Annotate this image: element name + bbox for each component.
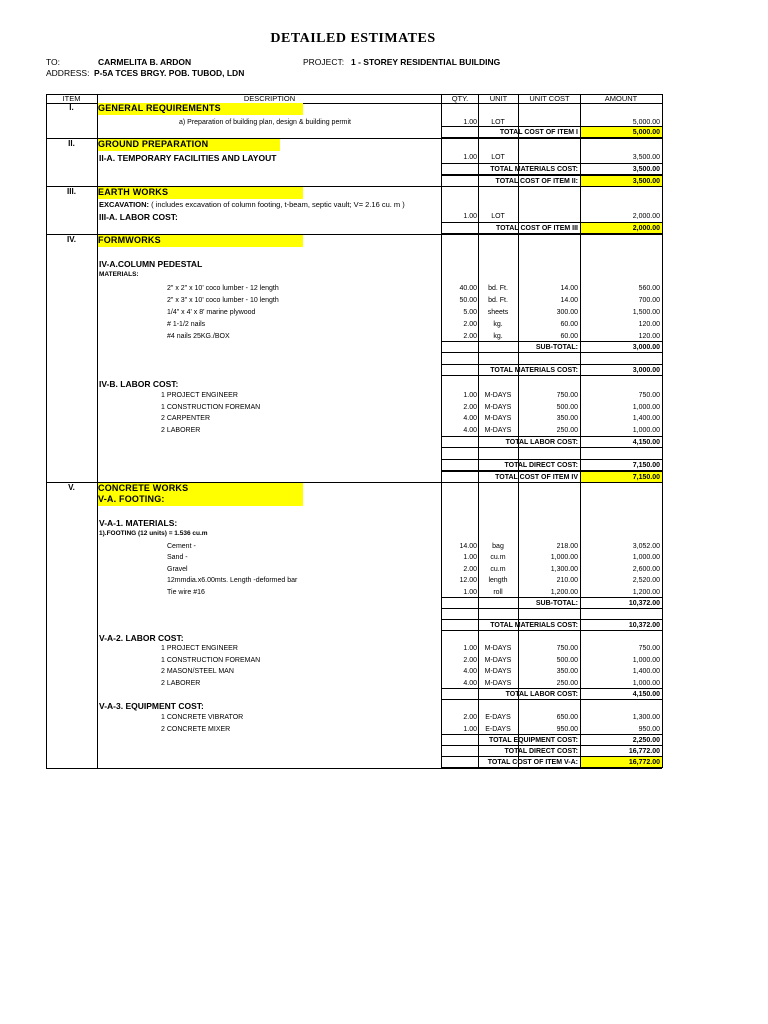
unit-cell: length — [488, 577, 508, 584]
amount-cell: 2,000.00 — [632, 225, 660, 232]
total-rule — [441, 163, 662, 164]
description: IV-B. LABOR COST: — [99, 379, 179, 389]
description: 2" x 3" x 10' coco lumber - 10 length — [167, 297, 279, 304]
total-label: TOTAL MATERIALS COST: — [490, 622, 578, 629]
total-label: TOTAL DIRECT COST: — [504, 748, 578, 755]
unit-cost-cell: 60.00 — [560, 321, 578, 328]
qty-cell: 2.00 — [463, 321, 477, 328]
amount-cell: 2,000.00 — [632, 213, 660, 220]
total-label: TOTAL COST OF ITEM I — [499, 129, 578, 136]
description: a) Preparation of building plan, design & building permit — [179, 119, 351, 126]
unit-cell: E-DAYS — [485, 714, 511, 721]
total-label: TOTAL COST OF ITEM IV — [495, 474, 578, 481]
description: EXCAVATION: ( includes excavation of column footing, t-beam, septic vault; V= 2.16 cu. m ) — [99, 200, 405, 209]
amount-cell: 1,400.00 — [632, 415, 660, 422]
unit-cell: sheets — [487, 309, 509, 316]
description: 1 PROJECT ENGINEER — [161, 645, 238, 652]
total-label: TOTAL COST OF ITEM V-A: — [487, 759, 578, 766]
amount-cell: 16,772.00 — [628, 748, 660, 755]
amount-cell: 1,200.00 — [632, 589, 660, 596]
qty-cell: 1.00 — [463, 213, 477, 220]
item-number: II. — [68, 139, 75, 148]
amount-cell: 700.00 — [638, 297, 660, 304]
qty-cell: 12.00 — [459, 577, 477, 584]
amount-cell: 2,520.00 — [632, 577, 660, 584]
total-rule — [441, 364, 662, 365]
description: 1).FOOTING (12 units) = 1.536 cu.m — [99, 530, 208, 537]
total-rule — [441, 608, 662, 609]
description: 1 CONSTRUCTION FOREMAN — [161, 404, 261, 411]
total-rule — [441, 375, 662, 376]
col-header-unit: UNIT — [489, 94, 508, 103]
total-label: TOTAL EQUIPMENT COST: — [488, 737, 578, 744]
qty-cell: 4.00 — [463, 415, 477, 422]
total-rule — [441, 137, 662, 138]
description: # 1-1/2 nails — [167, 321, 206, 328]
col-header-description: DESCRIPTION — [243, 94, 296, 103]
amount-cell: 560.00 — [638, 285, 660, 292]
unit-cost-cell: 750.00 — [556, 645, 578, 652]
total-rule — [441, 745, 662, 746]
qty-cell: 1.00 — [463, 726, 477, 733]
qty-cell: 14.00 — [459, 543, 477, 550]
amount-cell: 10,372.00 — [628, 622, 660, 629]
amount-cell: 1,500.00 — [632, 309, 660, 316]
description: 2 CONCRETE MIXER — [161, 726, 231, 733]
description: 2" x 2" x 10' coco lumber - 12 length — [167, 285, 279, 292]
amount-cell: 1,000.00 — [632, 680, 660, 687]
to-label: TO: — [46, 57, 61, 67]
amount-cell: 1,000.00 — [632, 657, 660, 664]
amount-cell: 4,150.00 — [632, 439, 660, 446]
unit-cost-cell: 500.00 — [556, 404, 578, 411]
description: III-A. LABOR COST: — [99, 212, 178, 222]
unit-cell: M-DAYS — [484, 645, 512, 652]
amount-cell: 5,000.00 — [632, 129, 660, 136]
total-rule — [441, 482, 662, 483]
amount-cell: 3,052.00 — [632, 543, 660, 550]
unit-cell: LOT — [491, 119, 505, 126]
amount-cell: 3,500.00 — [632, 166, 660, 173]
amount-cell: 750.00 — [638, 392, 660, 399]
unit-cost-cell: 350.00 — [556, 415, 578, 422]
qty-cell: 1.00 — [463, 645, 477, 652]
amount-cell: 1,400.00 — [632, 668, 660, 675]
item-number: III. — [67, 187, 76, 196]
table-border-bottom — [46, 768, 662, 769]
unit-cost-cell: 14.00 — [560, 297, 578, 304]
description: 1 PROJECT ENGINEER — [161, 392, 238, 399]
amount-cell: 7,150.00 — [632, 462, 660, 469]
description: 2 MASON/STEEL MAN — [161, 668, 234, 675]
amount-cell: 1,000.00 — [632, 427, 660, 434]
description: V-A-3. EQUIPMENT COST: — [99, 701, 204, 711]
qty-cell: 4.00 — [463, 427, 477, 434]
total-label: SUB-TOTAL: — [535, 344, 578, 351]
total-label: TOTAL MATERIALS COST: — [490, 166, 578, 173]
total-rule — [441, 459, 662, 460]
section-title: GENERAL REQUIREMENTS — [98, 103, 303, 115]
unit-cost-cell: 218.00 — [556, 543, 578, 550]
amount-cell: 10,372.00 — [628, 600, 660, 607]
amount-cell: 950.00 — [638, 726, 660, 733]
unit-cell: M-DAYS — [484, 415, 512, 422]
unit-cell: LOT — [491, 213, 505, 220]
amount-cell: 750.00 — [638, 645, 660, 652]
unit-cost-cell: 1,300.00 — [550, 566, 578, 573]
amount-cell: 1,000.00 — [632, 404, 660, 411]
total-rule — [441, 630, 662, 631]
total-rule — [441, 186, 662, 187]
unit-cost-cell: 1,200.00 — [550, 589, 578, 596]
qty-cell: 50.00 — [459, 297, 477, 304]
amount-cell: 120.00 — [638, 333, 660, 340]
unit-cost-cell: 300.00 — [556, 309, 578, 316]
col-rule — [662, 94, 663, 768]
qty-cell: 1.00 — [463, 554, 477, 561]
qty-cell: 5.00 — [463, 309, 477, 316]
amount-cell: 120.00 — [638, 321, 660, 328]
section-title: FORMWORKS — [98, 235, 303, 247]
total-rule — [441, 341, 662, 342]
total-rule — [441, 352, 662, 353]
qty-cell: 1.00 — [463, 589, 477, 596]
address-label: ADDRESS: — [46, 68, 90, 78]
description: 2 CARPENTER — [161, 415, 211, 422]
description: 2 LABORER — [161, 427, 201, 434]
unit-cell: kg. — [493, 321, 503, 328]
total-rule — [441, 619, 662, 620]
total-rule — [441, 233, 662, 234]
total-label: TOTAL LABOR COST: — [505, 691, 578, 698]
total-rule — [441, 767, 662, 768]
qty-cell: 2.00 — [463, 566, 477, 573]
unit-cell: kg. — [493, 333, 503, 340]
unit-cell: M-DAYS — [484, 657, 512, 664]
table-border-top — [46, 94, 662, 95]
total-label: SUB-TOTAL: — [535, 600, 578, 607]
unit-cell: M-DAYS — [484, 404, 512, 411]
item-number: IV. — [66, 235, 77, 244]
unit-cost-cell: 210.00 — [556, 577, 578, 584]
total-rule — [441, 734, 662, 735]
amount-cell: 3,000.00 — [632, 367, 660, 374]
total-rule — [441, 688, 662, 689]
description: Sand - — [167, 554, 188, 561]
description: Cement - — [167, 543, 196, 550]
amount-cell: 2,600.00 — [632, 566, 660, 573]
unit-cost-cell: 250.00 — [556, 427, 578, 434]
col-header-amount: AMOUNT — [604, 94, 638, 103]
project-label: PROJECT: — [303, 57, 345, 67]
unit-cost-cell: 650.00 — [556, 714, 578, 721]
section-title: EARTH WORKS — [98, 187, 303, 199]
unit-cell: M-DAYS — [484, 427, 512, 434]
description: Tie wire #16 — [167, 589, 205, 596]
description: IV-A.COLUMN PEDESTAL — [99, 259, 203, 269]
total-label: TOTAL DIRECT COST: — [504, 462, 578, 469]
col-header-item: ITEM — [62, 94, 81, 103]
description: 1/4" x 4' x 8' marine plywood — [167, 309, 256, 316]
col-header-qty: QTY. — [451, 94, 469, 103]
description: 2 LABORER — [161, 680, 201, 687]
unit-cost-cell: 14.00 — [560, 285, 578, 292]
description: Gravel — [167, 566, 188, 573]
total-rule — [441, 597, 662, 598]
unit-cost-cell: 350.00 — [556, 668, 578, 675]
unit-cell: cu.m — [490, 566, 506, 573]
qty-cell: 40.00 — [459, 285, 477, 292]
unit-cell: bd. Ft. — [488, 297, 508, 304]
unit-cell: cu.m — [490, 554, 506, 561]
section-title: GROUND PREPARATION — [98, 139, 280, 151]
qty-cell: 4.00 — [463, 680, 477, 687]
section-title: CONCRETE WORKS — [98, 483, 303, 495]
total-label: TOTAL COST OF ITEM II: — [495, 178, 578, 185]
unit-cell: M-DAYS — [484, 680, 512, 687]
qty-cell: 2.00 — [463, 333, 477, 340]
client-name: CARMELITA B. ARDON — [98, 57, 192, 67]
description: 12mmdia.x6.00mts. Length -deformed bar — [167, 577, 298, 584]
unit-cost-cell: 750.00 — [556, 392, 578, 399]
amount-cell: 5,000.00 — [632, 119, 660, 126]
unit-cost-cell: 60.00 — [560, 333, 578, 340]
description: II-A. TEMPORARY FACILITIES AND LAYOUT — [99, 153, 277, 163]
document-title: DETAILED ESTIMATES — [270, 31, 436, 46]
description: 1 CONCRETE VIBRATOR — [161, 714, 244, 721]
unit-cell: roll — [493, 589, 503, 596]
qty-cell: 2.00 — [463, 657, 477, 664]
address-value: P-5A TCES BRGY. POB. TUBOD, LDN — [94, 68, 245, 78]
qty-cell: 1.00 — [463, 119, 477, 126]
unit-cell: bd. Ft. — [488, 285, 508, 292]
unit-cost-cell: 1,000.00 — [550, 554, 578, 561]
amount-cell: 1,000.00 — [632, 554, 660, 561]
description: V-A-2. LABOR COST: — [99, 633, 184, 643]
unit-cell: LOT — [491, 154, 505, 161]
amount-cell: 4,150.00 — [632, 691, 660, 698]
total-rule — [441, 699, 662, 700]
description: #4 nails 25KG./BOX — [167, 333, 230, 340]
unit-cell: bag — [492, 543, 504, 550]
item-number: V. — [68, 483, 75, 492]
amount-cell: 2,250.00 — [632, 737, 660, 744]
amount-cell: 7,150.00 — [632, 474, 660, 481]
project-name: 1 - STOREY RESIDENTIAL BUILDING — [351, 57, 501, 67]
unit-cell: M-DAYS — [484, 392, 512, 399]
total-label: TOTAL COST OF ITEM III — [495, 225, 578, 232]
amount-cell: 1,300.00 — [632, 714, 660, 721]
qty-cell: 4.00 — [463, 668, 477, 675]
description: 1 CONSTRUCTION FOREMAN — [161, 657, 261, 664]
total-label: TOTAL MATERIALS COST: — [490, 367, 578, 374]
qty-cell: 1.00 — [463, 154, 477, 161]
amount-cell: 16,772.00 — [628, 759, 660, 766]
unit-cost-cell: 250.00 — [556, 680, 578, 687]
unit-cell: E-DAYS — [485, 726, 511, 733]
total-rule — [441, 447, 662, 448]
unit-cost-cell: 500.00 — [556, 657, 578, 664]
qty-cell: 2.00 — [463, 404, 477, 411]
col-header-unit-cost: UNIT COST — [529, 94, 570, 103]
description: V-A-1. MATERIALS: — [99, 518, 178, 528]
total-label: TOTAL LABOR COST: — [505, 439, 578, 446]
amount-cell: 3,500.00 — [632, 178, 660, 185]
amount-cell: 3,500.00 — [632, 154, 660, 161]
section-title: V-A. FOOTING: — [98, 494, 303, 506]
unit-cell: M-DAYS — [484, 668, 512, 675]
qty-cell: 2.00 — [463, 714, 477, 721]
description: MATERIALS: — [99, 271, 139, 278]
total-rule — [441, 436, 662, 437]
amount-cell: 3,000.00 — [632, 344, 660, 351]
unit-cost-cell: 950.00 — [556, 726, 578, 733]
item-number: I. — [69, 103, 74, 112]
qty-cell: 1.00 — [463, 392, 477, 399]
